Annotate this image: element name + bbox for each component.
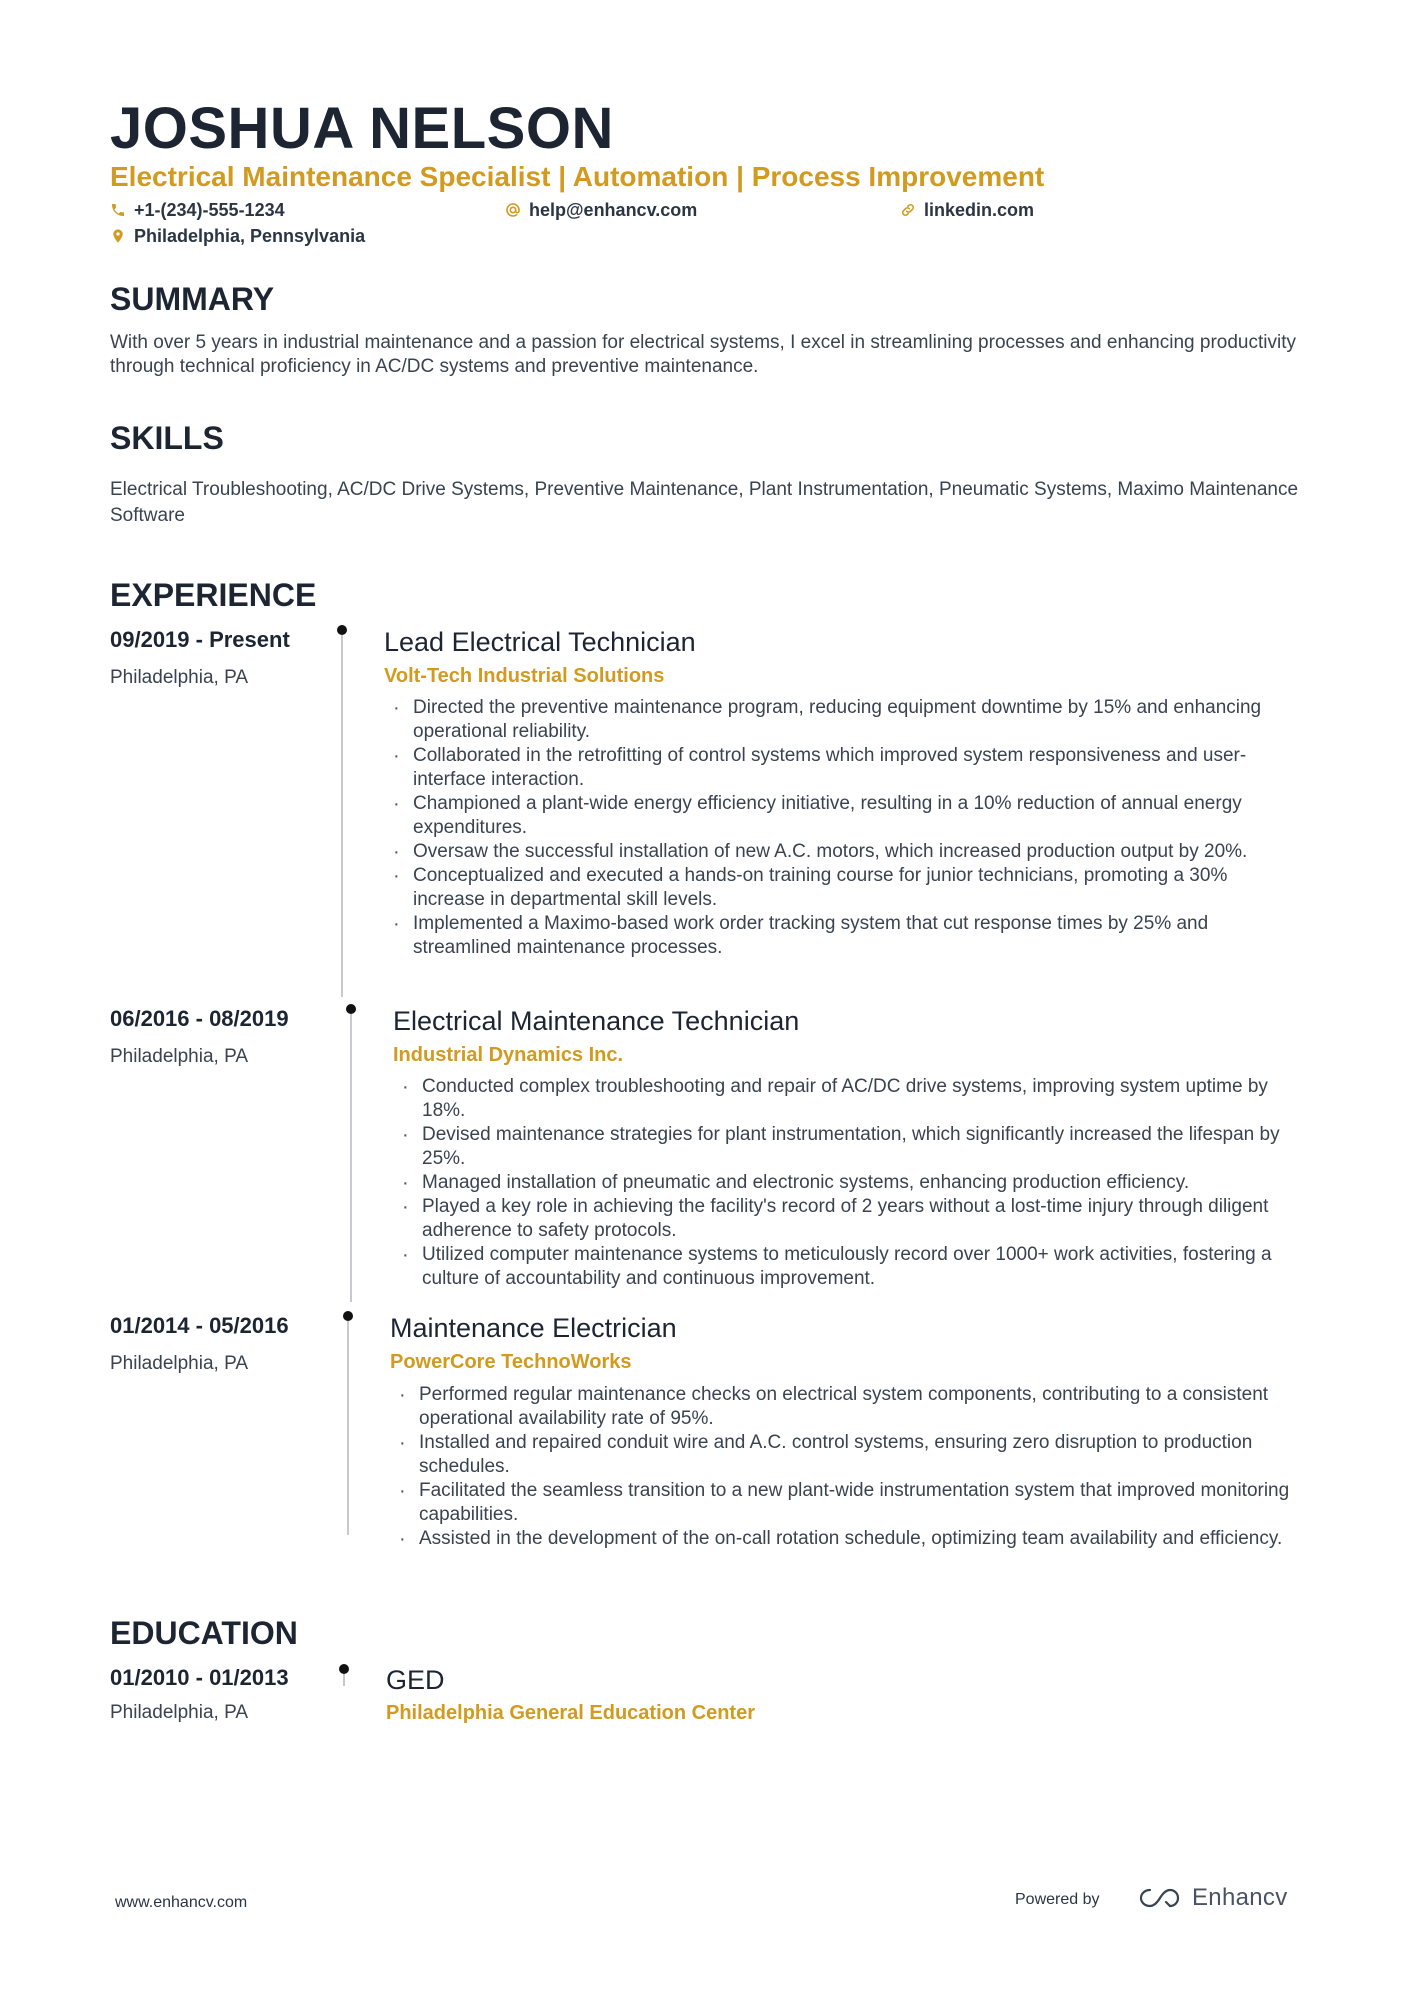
link-icon (900, 202, 916, 218)
list-item: · Utilized computer maintenance systems to meticulously record over 1000+ work activities, fostering a culture of accountability and continuous improvement. (394, 1243, 1304, 1291)
job-bullets (385, 696, 1300, 960)
job-company: Industrial Dynamics Inc. (393, 1044, 624, 1066)
list-item: · Conceptualized and executed a hands-on training course for junior technicians, promoting a 30% increase in departmental skill levels. (385, 864, 1300, 912)
timeline-line (341, 635, 343, 997)
job-location: Philadelphia, PA (110, 1353, 249, 1374)
location-text: Philadelphia, Pennsylvania (134, 226, 366, 246)
summary-heading: SUMMARY (110, 281, 275, 317)
edu-school: Philadelphia General Education Center (386, 1702, 755, 1724)
timeline-dot (337, 625, 347, 635)
job-role: Maintenance Electrician (390, 1313, 677, 1343)
location-pin-icon (110, 228, 126, 244)
education-heading: EDUCATION (110, 1615, 298, 1651)
timeline-dot (339, 1664, 349, 1674)
edu-dates: 01/2010 - 01/2013 (110, 1665, 289, 1690)
at-icon (505, 202, 521, 218)
list-item: · Devised maintenance strategies for plant instrumentation, which significantly increased the lifespan by 25%. (394, 1123, 1304, 1171)
job-company: Volt-Tech Industrial Solutions (384, 665, 665, 687)
list-item: · Played a key role in achieving the facility's record of 2 years without a lost-time injury through diligent adherence to safety protocols. (394, 1195, 1304, 1243)
list-item: · Managed installation of pneumatic and electronic systems, enhancing production efficiency. (394, 1171, 1304, 1195)
job-role: Electrical Maintenance Technician (393, 1006, 800, 1036)
contact-location (110, 224, 365, 248)
job-dates: 06/2016 - 08/2019 (110, 1006, 289, 1031)
list-item: · Championed a plant-wide energy efficiency initiative, resulting in a 10% reduction of annual energy expenditures. (385, 792, 1300, 840)
phone-text: +1-(234)-555-1234 (134, 200, 285, 220)
enhancv-logo (1136, 1884, 1288, 1912)
job-location: Philadelphia, PA (110, 1046, 249, 1067)
contact-email (505, 198, 697, 222)
job-company: PowerCore TechnoWorks (390, 1351, 632, 1373)
job-bullets (391, 1383, 1306, 1551)
job-dates: 01/2014 - 05/2016 (110, 1313, 289, 1338)
summary-text: With over 5 years in industrial maintenance and a passion for electrical systems, I excel in streamlining processes and enhancing productivity through technical proficiency in AC/DC systems and preventive maintenance. (110, 332, 1296, 377)
list-item: · Oversaw the successful installation of new A.C. motors, which increased production output by 20%. (385, 840, 1300, 864)
list-item: · Performed regular maintenance checks on electrical system components, contributing to a consistent operational availability rate of 95%. (391, 1383, 1306, 1431)
job-role: Lead Electrical Technician (384, 627, 696, 657)
list-item: · Facilitated the seamless transition to a new plant-wide instrumentation system that improved monitoring capabilities. (391, 1479, 1306, 1527)
contact-linkedin (900, 198, 1034, 222)
footer-powered-by: Powered by (1015, 1891, 1100, 1908)
linkedin-link[interactable]: linkedin.com (924, 200, 1035, 220)
phone-icon (110, 202, 126, 218)
list-item: · Conducted complex troubleshooting and repair of AC/DC drive systems, improving system uptime by 18%. (394, 1075, 1304, 1123)
candidate-name: JOSHUA NELSON (110, 96, 614, 161)
email-link[interactable]: help@enhancv.com (529, 200, 698, 220)
job-bullets (394, 1075, 1304, 1291)
timeline-line (347, 1321, 349, 1535)
timeline-dot (343, 1311, 353, 1321)
list-item: · Implemented a Maximo-based work order tracking system that cut response times by 25% and streamlined maintenance processes. (385, 912, 1300, 960)
list-item: · Assisted in the development of the on-call rotation schedule, optimizing team availability and efficiency. (391, 1527, 1306, 1551)
timeline-dot (346, 1004, 356, 1014)
list-item: · Installed and repaired conduit wire and A.C. control systems, ensuring zero disruption to production schedules. (391, 1431, 1306, 1479)
infinity-logo-icon (1136, 1884, 1184, 1912)
footer-website[interactable]: www.enhancv.com (115, 1894, 248, 1911)
timeline-line (350, 1014, 352, 1302)
list-item: · Directed the preventive maintenance program, reducing equipment downtime by 15% and enhancing operational reliability. (385, 696, 1300, 744)
job-location: Philadelphia, PA (110, 667, 249, 688)
contact-phone (110, 198, 285, 222)
skills-heading: SKILLS (110, 420, 224, 456)
job-dates: 09/2019 - Present (110, 627, 290, 652)
list-item: · Collaborated in the retrofitting of control systems which improved system responsiveness and user-interface interaction. (385, 744, 1300, 792)
edu-location: Philadelphia, PA (110, 1702, 249, 1723)
edu-degree: GED (386, 1665, 445, 1695)
footer-brand: Enhancv (1192, 1884, 1288, 1911)
timeline-line (343, 1674, 345, 1686)
experience-heading: EXPERIENCE (110, 577, 317, 613)
skills-text: Electrical Troubleshooting, AC/DC Drive Systems, Preventive Maintenance, Plant Instrumentation, Pneumatic Systems, Maximo Maintenance Software (110, 479, 1299, 526)
candidate-title: Electrical Maintenance Specialist | Automation | Process Improvement (110, 161, 1045, 192)
